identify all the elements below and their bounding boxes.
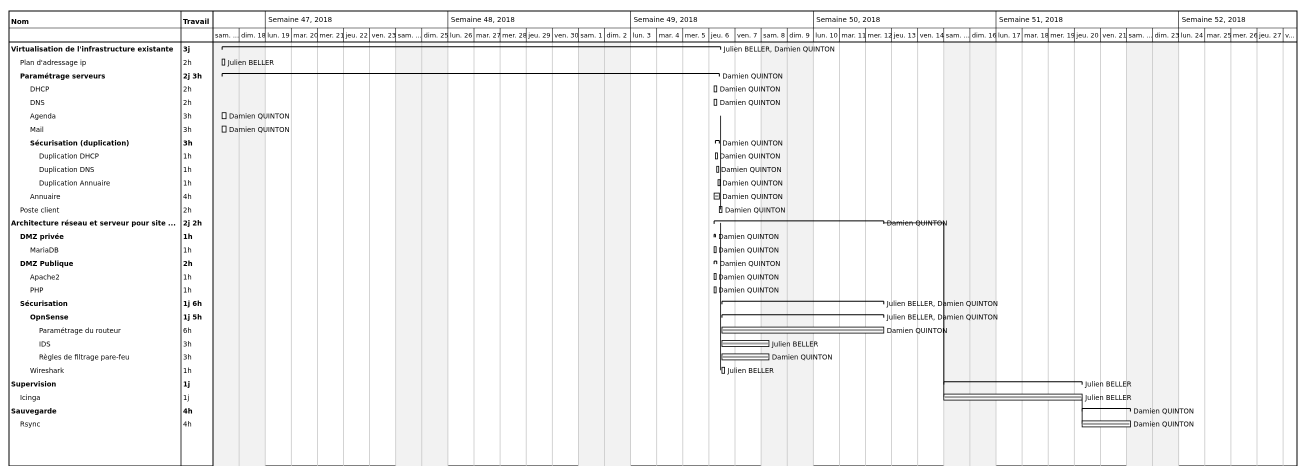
resource-label: Julien BELLER	[227, 58, 275, 67]
task-work: 1h	[183, 246, 192, 255]
resource-label: Damien QUINTON	[718, 233, 779, 242]
day-label: lun. 17	[998, 31, 1021, 40]
task-name: Sauvegarde	[11, 407, 57, 416]
task-work: 3j	[183, 45, 191, 54]
resource-label: Julien BELLER	[1085, 393, 1132, 402]
resource-label: Damien QUINTON	[722, 192, 783, 201]
week-label: Semaine 49, 2018	[633, 16, 698, 24]
task-name: Paramétrage du routeur	[39, 326, 121, 335]
resource-label: Julien BELLER, Damien QUINTON	[723, 45, 835, 54]
day-label: sam. 8	[763, 31, 786, 40]
day-label: mer. 28	[502, 31, 527, 40]
day-label: v...	[1285, 31, 1295, 40]
weekend-shade	[213, 42, 239, 466]
day-label: dim. 9	[789, 31, 810, 40]
task-work: 2j 3h	[183, 72, 202, 81]
weekend-shade	[239, 42, 265, 466]
task-name: DMZ privée	[20, 233, 64, 242]
task-name: Duplication Annuaire	[39, 179, 111, 188]
column-header-name: Nom	[11, 18, 29, 26]
resource-label: Damien QUINTON	[719, 99, 781, 108]
day-label: ven. 14	[919, 31, 945, 40]
task-name: PHP	[30, 286, 44, 295]
task-bar[interactable]	[714, 99, 717, 105]
day-label: sam. ...	[1128, 31, 1153, 40]
resource-label: Damien QUINTON	[719, 85, 781, 94]
resource-label: Damien QUINTON	[886, 219, 948, 228]
day-label: lun. 10	[815, 31, 838, 40]
day-label: jeu. 27	[1259, 31, 1282, 40]
weekend-shade	[422, 42, 448, 466]
day-label: mer. 26	[1232, 31, 1258, 40]
day-label: lun. 24	[1180, 31, 1204, 40]
day-label: sam. ...	[945, 31, 970, 40]
day-label: dim. 18	[241, 31, 266, 40]
resource-label: Damien QUINTON	[1133, 420, 1194, 429]
task-name: DMZ Publique	[20, 259, 74, 268]
weekend-shade	[970, 42, 996, 466]
task-bar-progress	[945, 396, 1081, 398]
day-label: mar. 4	[658, 31, 680, 40]
task-bar-progress	[715, 195, 718, 197]
task-name: Agenda	[30, 112, 56, 121]
day-label: ven. 21	[1102, 31, 1127, 40]
task-name: Règles de filtrage pare-feu	[39, 353, 130, 362]
task-work: 2j 2h	[183, 219, 202, 228]
task-work: 3h	[183, 139, 193, 148]
day-label: mer. 12	[867, 31, 893, 40]
day-label: mer. 21	[319, 31, 345, 40]
task-work: 1j	[183, 380, 191, 389]
task-bar[interactable]	[717, 166, 719, 172]
day-label: jeu. 20	[1076, 31, 1099, 40]
task-name: Duplication DHCP	[39, 152, 99, 161]
task-name: Sécurisation (duplication)	[30, 139, 130, 148]
day-label: jeu. 13	[893, 31, 916, 40]
day-label: dim. 16	[971, 31, 997, 40]
task-bar[interactable]	[714, 86, 717, 92]
day-label: jeu. 22	[345, 31, 368, 40]
resource-label: Damien QUINTON	[724, 206, 786, 215]
day-label: mar. 11	[841, 31, 867, 40]
task-bar[interactable]	[718, 180, 720, 186]
resource-label: Julien BELLER	[1085, 380, 1132, 389]
day-label: mer. 19	[1050, 31, 1076, 40]
day-label: dim. 25	[423, 31, 449, 40]
task-work: 3h	[183, 353, 192, 362]
day-label: sam. 1	[580, 31, 603, 40]
day-label: lun. 3	[632, 31, 651, 40]
task-bar[interactable]	[222, 113, 226, 119]
weekend-shade	[1127, 42, 1153, 466]
day-label: sam. ...	[215, 31, 240, 40]
task-bar-progress	[1083, 423, 1129, 425]
day-label: lun. 26	[449, 31, 473, 40]
task-name: IDS	[39, 340, 51, 349]
task-work: 1h	[183, 233, 193, 242]
weekend-shade	[578, 42, 604, 466]
resource-label: Damien QUINTON	[722, 139, 783, 148]
task-bar-progress	[723, 343, 768, 345]
task-work: 1h	[183, 152, 192, 161]
day-label: sam. ...	[397, 31, 422, 40]
task-name: Rsync	[20, 420, 41, 429]
task-name: Duplication DNS	[39, 166, 95, 175]
day-label: jeu. 29	[528, 31, 551, 40]
task-work: 3h	[183, 125, 192, 134]
resource-label: Damien QUINTON	[719, 259, 781, 268]
day-label: dim. 2	[606, 31, 628, 40]
task-name: Apache2	[30, 273, 60, 282]
resource-label: Julien BELLER, Damien QUINTON	[886, 313, 998, 322]
task-work: 1h	[183, 286, 192, 295]
week-label: Semaine 51, 2018	[999, 16, 1063, 24]
week-label: Semaine 50, 2018	[816, 16, 881, 24]
task-work: 4h	[183, 407, 193, 416]
weekend-shade	[787, 42, 813, 466]
resource-label: Damien QUINTON	[886, 326, 948, 335]
task-bar-progress	[723, 356, 768, 358]
task-work: 1j 6h	[183, 300, 202, 309]
task-work: 1h	[183, 166, 192, 175]
task-work: 2h	[183, 58, 192, 67]
day-label: mar. 18	[1024, 31, 1049, 40]
day-label: jeu. 6	[710, 31, 730, 40]
task-work: 3h	[183, 112, 192, 121]
task-name: Mail	[30, 125, 44, 134]
task-work: 2h	[183, 206, 192, 215]
day-label: mar. 20	[293, 31, 319, 40]
task-name: Icinga	[20, 393, 41, 402]
task-work: 2h	[183, 85, 192, 94]
task-name: Architecture réseau et serveur pour site ...	[11, 219, 176, 228]
task-work: 3h	[183, 340, 192, 349]
resource-label: Julien BELLER, Damien QUINTON	[886, 300, 998, 309]
weekend-shade	[396, 42, 422, 466]
resource-label: Damien QUINTON	[771, 353, 833, 362]
resource-label: Damien QUINTON	[722, 179, 783, 188]
task-name: Poste client	[20, 206, 60, 215]
column-header-work: Travail	[183, 18, 210, 26]
weekend-shade	[944, 42, 970, 466]
task-bar[interactable]	[714, 274, 716, 280]
task-work: 4h	[183, 192, 192, 201]
task-work: 2h	[183, 259, 193, 268]
day-label: ven. 30	[554, 31, 579, 40]
task-name: Supervision	[11, 380, 57, 389]
task-name: DNS	[30, 99, 45, 108]
task-name: Wireshark	[30, 367, 65, 376]
week-label: Semaine 52, 2018	[1181, 16, 1246, 24]
day-label: mer. 5	[684, 31, 706, 40]
resource-label: Damien QUINTON	[721, 166, 782, 175]
task-name: Plan d'adressage ip	[20, 58, 87, 67]
task-bar[interactable]	[222, 126, 226, 132]
task-name: Virtualisation de l'infrastructure existante	[11, 45, 174, 54]
task-name: Paramétrage serveurs	[20, 72, 106, 81]
day-label: dim. 23	[1154, 31, 1180, 40]
resource-label: Damien QUINTON	[722, 72, 783, 81]
resource-label: Damien QUINTON	[229, 112, 290, 121]
task-work: 1h	[183, 179, 192, 188]
day-label: lun. 19	[267, 31, 290, 40]
resource-label: Damien QUINTON	[718, 273, 779, 282]
task-name: MariaDB	[30, 246, 59, 255]
task-name: Sécurisation	[20, 300, 68, 309]
task-work: 1j 5h	[183, 313, 202, 322]
task-work: 4h	[183, 420, 192, 429]
resource-label: Damien QUINTON	[718, 246, 779, 255]
resource-label: Damien QUINTON	[229, 125, 290, 134]
task-bar[interactable]	[715, 153, 717, 159]
day-label: ven. 23	[371, 31, 396, 40]
task-work: 2h	[183, 99, 192, 108]
day-label: mar. 25	[1206, 31, 1232, 40]
task-work: 1h	[183, 273, 192, 282]
task-work: 1h	[183, 367, 192, 376]
weekend-shade	[605, 42, 631, 466]
resource-label: Damien QUINTON	[1133, 407, 1194, 416]
resource-label: Julien BELLER	[771, 340, 819, 349]
task-bar-progress	[723, 329, 883, 331]
task-bar[interactable]	[714, 247, 716, 253]
task-name: OpnSense	[30, 313, 69, 322]
day-label: mar. 27	[476, 31, 501, 40]
week-label: Semaine 47, 2018	[268, 16, 333, 24]
weekend-shade	[1153, 42, 1179, 466]
task-name: DHCP	[30, 85, 50, 94]
task-bar[interactable]	[222, 59, 225, 65]
task-name: Annuaire	[30, 192, 61, 201]
resource-label: Damien QUINTON	[718, 286, 779, 295]
resource-label: Damien QUINTON	[719, 152, 781, 161]
resource-label: Julien BELLER	[727, 367, 774, 376]
task-work: 1j	[183, 393, 190, 402]
task-bar[interactable]	[722, 367, 725, 373]
week-label: Semaine 48, 2018	[450, 16, 515, 24]
task-work: 6h	[183, 326, 192, 335]
task-bar[interactable]	[714, 287, 716, 293]
day-label: ven. 7	[737, 31, 758, 40]
